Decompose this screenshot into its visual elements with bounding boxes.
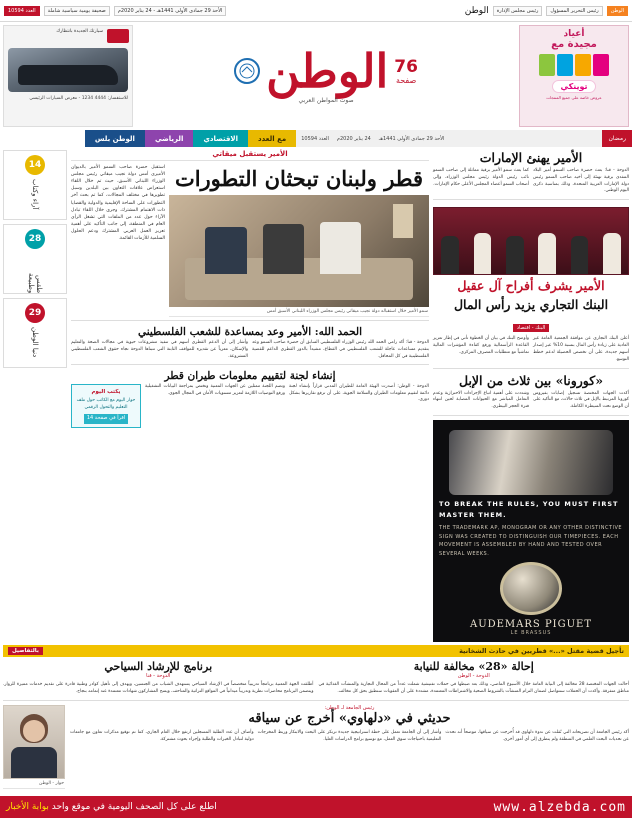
photo-figure [603,233,620,274]
interview-photo-block [3,705,65,789]
masthead-pages [394,59,418,85]
lead-side-text: استقبل حضرة صاحب السمو الأمير بالديوان الأميري أمس دولة نجيب ميقاتي رئيس مجلس الوزراء اللبناني الأسبق، حيث تم خلال اللقاء استعراض علاقات التعاون بين البلدين وسبل تطويرها في مختلف المجالات، كما تم بحث آخر التطورات على الساحة الإقليمية والدولية والقضايا ذات الاهتمام المشترك. وجرى خلال اللقاء تبادل الآراء حول عدد من الملفات التي تشغل الرأي العام في المنطقة، إلى جانب التأكيد على أهمية تعزيز العمل العربي المشترك ودعم الحلول السلمية للأزمات القائمة. [71,165,165,242]
interview-column-1: وأشار إلى أن الجامعة تعمل على خطة استراتيجية جديدة ترتكز على البحث والابتكار وربط المخرجات التعليمية باحتياجات سوق العمل، مع توسيع برامج الدراسات العليا. [257,729,442,742]
portrait-face [23,720,45,742]
article-column-0: أكدت الجهات المختصة تسجيل إصابات بفيروس كورونا المرتبط بالإبل في ثلاث حالات، مع التأكيد على أن الوضع تحت السيطرة الكاملة. [533,390,629,410]
advert-footer: للاستفسار: 4444 1234 - معرض السيارات الرئيسي [29,96,128,101]
interview-columns [70,730,629,744]
tab-sports[interactable]: الرياضي [145,130,194,147]
article-headline: البنك التجاري يزيد رأس المال [453,297,609,313]
site-url[interactable]: www.alzebda.com [493,799,626,815]
product-block-0 [593,54,609,76]
article-column-0: الدوحة - الوطن: أصدرت الهيئة العامة للطيران المدني قراراً بإنشاء لجنة دائمة لتقييم معلومات الطيران والسلامة الجوية، على أن ترفع تقاريرها بشكل دوري. [289,383,429,403]
main-content [0,147,632,645]
photo-figure [538,233,555,274]
article-columns [433,391,629,411]
article-headline: برنامج للإرشاد السياحي [104,660,213,673]
photo-lamp [393,204,414,238]
article-violations[interactable] [319,660,630,696]
nav-info [296,130,602,147]
article-headline: الأمير يهنئ الإمارات [479,150,583,165]
lower-section [0,645,632,792]
article-column-0: الدوحة - قنا: بعث حضرة صاحب السمو أمير البلاد المفدى برقية تهنئة إلى أخيه صاحب السمو رئيس دولة الإمارات العربية المتحدة، وذلك بمناسبة ذكرى اليوم الوطني. [533,168,629,194]
watch-brand-name: AUDEMARS PIGUET [469,619,593,630]
box-button[interactable]: اقرأ في صفحة 14 [84,414,128,424]
state-emblem-icon [234,58,260,84]
article-palestine-aid[interactable] [71,320,429,360]
top-bar-issue-badge: العدد 10594 [4,6,40,16]
interview-byline: حوار - الوطن [3,779,65,789]
watch-advert[interactable] [433,420,629,642]
top-bar-note: صحيفة يومية سياسية شاملة [44,6,110,16]
advert-car-image [8,48,128,92]
nav-info-0: الأحد 29 جمادى الأولى 1441هـ [378,135,445,142]
photo-figure [441,236,458,274]
article-body: أطلقت الجهة المعنية برنامجاً تدريبياً متخصصاً في الإرشاد السياحي يستهدف الشباب من الجنسين، ويهدف إلى تأهيل كوادر وطنية قادرة على تقديم خدمات مميزة للزوار. ويتضمن البرنامج محاضرات نظرية وتدريباً ميدانياً في المواقع التراثية والمتاحف، ويمنح المشاركون شهادات معتمدة عند إتمامه بنجاح. [3,682,314,694]
article-column-1: وأشار إلى أن الدعم القطري أسهم في تنفيذ مشروعات حيوية في مجالات الصحة والتعليم والإسكان، معرباً عن تقديره للمواقف الثابتة التي تتبناها الدوحة تجاه حقوق الشعب الفلسطيني المشروعة. [71,340,248,359]
article-column-1: وأوضح البنك في بيان أن الخطوة تأتي في إطار تعزيز القاعدة الرأسمالية ورفع كفاءة المؤشرات المالية تماشياً مع متطلبات المصرف المركزي. [433,336,529,355]
interview-main [70,705,629,789]
article-columns [71,340,429,360]
lead-photo-majlis [169,195,429,307]
middle-column [71,150,429,642]
masthead-logo-row [234,44,418,98]
top-bar-box-0: رئيس التحرير المسؤول [546,6,602,16]
masthead-center [136,22,516,130]
tab-plus[interactable]: الوطن بلس [85,130,145,147]
article-column-0: الدوحة - قنا: أكد رامي الحمد الله رئيس الوزراء الفلسطيني السابق أن حضرة صاحب السمو وعد بتقديم مساعدات عاجلة للشعب الفلسطيني في القطاع، مشيداً بالدور القطري الداعم للقضية الفلسطينية في كل المحافل. [252,340,429,359]
promo-message [6,802,217,812]
wedding-photo-block[interactable] [433,204,629,293]
product-block-3 [539,54,555,76]
rail-page-number: 14 [25,155,45,175]
article-kicker: الدوحة - قنا [146,673,171,679]
article-column-1: وتضم اللجنة ممثلين عن الجهات المعنية وتختص بمراجعة البيانات التشغيلية ورفع التوصيات اللازمة لتعزيز مستويات الأمان في المجال الجوي. [145,383,285,396]
divider [3,700,629,701]
watch-bracelet-image [449,430,613,495]
watch-advert-body: THE TRADEMARK AP, MONOGRAM OR ANY OTHER DISTINCTIVE SIGN WAS CREATED TO DISTINGUISH OUR TIMEPIECES. EACH MOVEMENT IS ASSEMBLED BY HAND AND TESTED OVER SEVERAL WEEKS. [439,525,623,557]
masthead-left-advert[interactable] [519,25,629,127]
article-headline: «كورونا» بين ثلاث من الإبل [458,372,604,388]
tab-with-issue[interactable]: مع العدد [248,130,296,147]
interview-article[interactable] [3,705,629,789]
breaking-bar-text: تأجيل قضية مقتل «...» قطريين في حادث الشخانية [459,647,624,655]
article-emirates-greeting[interactable] [433,150,629,200]
tab-economy[interactable]: الاقتصادي [193,130,248,147]
nav-info-2: العدد 10594 [301,135,329,142]
nav-end-badge: رمضان [602,130,632,147]
watch-brand-block [439,619,623,636]
masthead-right-advert[interactable] [3,25,133,127]
index-rail [3,150,67,642]
watch-advert-headline: TO BREAK THE RULES, YOU MUST FIRST MASTER THEM. [439,500,619,520]
photo-figure [474,233,491,274]
article-tour-guide-program[interactable] [3,660,314,696]
article-tag: البنك - اقتصاد [513,324,550,332]
lower-two-articles [3,660,629,696]
top-bar [0,0,632,22]
masthead-title: الوطن [266,44,389,98]
promo-message-text: اطلع على كل الصحف اليومية في موقع واحد [48,802,217,812]
article-column-1: وشددت على أهمية اتباع الإجراءات الاحترازية وعدم التعامل المباشر مع الحيوانات المصابة لحين انتهاء فترة الحجر البيطري. [433,390,529,410]
advert-top-row [4,26,132,46]
article-columns [433,168,629,195]
article-corona-camels[interactable] [433,373,629,416]
promo-message-highlight: بوابة الأخبار [6,802,49,812]
lead-photo-caption: سمو الأمير خلال استقباله دولة نجيب ميقاتي رئيس مجلس الوزراء اللبناني الأسبق أمس [169,307,429,317]
advert-logo-icon [107,29,129,43]
lead-main [169,164,429,317]
photo-figures [434,227,628,275]
photo-figure [571,236,588,274]
photo-caption-headline: الأمير يشرف أفراح آل عقيل [457,278,605,294]
article-column-1: كما بعث سمو الأمير برقية مماثلة إلى صاحب السمو نائب رئيس الدولة رئيس مجلس الوزراء، وإلى أصحاب السمو أعضاء المجلس الأعلى حكام الإمارات. [433,168,529,187]
product-block-2 [557,54,573,76]
photo-figure [506,236,523,274]
top-bar-left-badge: الوطن [607,6,628,16]
nav-info-1: 24 يناير 2020م [336,135,371,142]
watch-advert-text [439,499,623,558]
breaking-bar-tag: بالتفاصيل [8,647,43,655]
photo-person [263,224,305,273]
masthead-pages-number: 76 [394,57,418,77]
article-columns [71,384,429,428]
watch-brand-sub: LE BRASSUS [510,630,552,636]
rail-page-number: 29 [25,303,45,323]
watch-dial-image [500,562,562,615]
masthead-pages-label: صفحة [395,76,417,85]
article-commercial-bank[interactable] [433,297,629,368]
bottom-promo-bar[interactable] [0,796,632,818]
article-headline: إحالة «28» مخالفة للنيابة [413,660,534,673]
article-headline: الحمد الله: الأمير وعد بمساعدة للشعب الفلسطيني [137,326,363,339]
top-bar-date: الأحد 29 جمادى الأولى 1441هـ - 24 يناير 2020م [114,6,227,16]
rail-label: آراء وكتاب [31,179,39,210]
interview-column-0: أكد رئيس الجامعة أن تصريحاته التي نُقلت عن ندوة دلهاوي قد أُخرجت عن سياقها، موضحاً أنه تحدث عن تحديات البحث العلمي في المنطقة ولم يتطرق إلى أي أمور أخرى. [445,729,629,742]
advert-product-blocks [539,54,609,76]
index-rail-item-world[interactable] [3,298,67,368]
photo-person [205,227,247,274]
interview-portrait-photo [3,705,65,779]
lead-article[interactable] [71,164,429,317]
portrait-body [11,747,57,777]
top-bar-script-logo: الوطن [464,5,489,16]
advert-line-1: أعياد [563,29,585,39]
interview-column-2: وأضاف أن عدد الطلبة المسجلين ارتفع خلال العام الجاري، كما تم توقيع مذكرات تعاون مع جامعات دولية لتبادل الخبرات والطلبة وإجراء بحوث مشتركة. [69,729,254,742]
index-rail-item-opinion[interactable] [3,150,67,220]
box-title: يكتب اليوم [91,388,121,395]
advert-line-2: مجيدة مع [551,39,597,51]
index-rail-item-weather[interactable] [3,224,67,294]
lead-kicker: الأمير يستقبل ميقاتي [71,150,429,161]
advert-brand-label: توينكي [552,80,595,93]
advert-tiny-text: عروض خاصة على جميع المنتجات [546,94,602,100]
top-bar-box-1: رئيس مجلس الإدارة [493,6,543,16]
interview-headline: حديثي في «دلهاوي» أخرج عن سياقه [248,710,451,726]
masthead-subtitle: صوت المواطن العربي [298,97,354,104]
masthead [0,22,632,130]
box-body: حوار اليوم مع الكاتب حول ملف التعليم والتحول الرقمي [76,397,136,410]
article-aviation-committee[interactable] [71,364,429,428]
product-block-1 [575,54,591,76]
wedding-reception-photo [433,207,629,275]
nav-tabs [0,130,296,147]
rail-label: طقس وطبيعة [27,272,43,293]
photo-person [320,222,362,274]
article-column-0: أعلن البنك التجاري عن موافقة الجمعية العامة غير العادية على زيادة رأس المال بنسبة 10% عبر إصدار أسهم جديدة، على أن تخصص الحصيلة لدعم خطط التوسع. [533,336,629,362]
today-column-box[interactable] [71,384,141,428]
advert-headline: سيارتك الجديدة بانتظارك [56,29,103,34]
section-nav-strip [0,130,632,147]
lead-headline: قطر ولبنان تبحثان التطورات [174,166,424,191]
breaking-bar[interactable] [3,645,629,657]
article-columns [433,336,629,363]
interview-kicker: رئيس الجامعة لـ الوطن: [324,704,375,711]
article-headline: إنشاء لجنة لتقييم معلومات طيران قطر [164,369,336,382]
lower-left-block [3,645,629,789]
rail-page-number: 28 [25,229,45,249]
rail-label: دنيا الوطن [31,327,39,358]
right-column [433,150,629,642]
article-body: أحالت الجهات المختصة 28 مخالفة إلى النيابة العامة خلال الأسبوع الماضي، وذلك بعد ضبطها في حملات تفتيشية شملت عدداً من المحال التجارية والمنشآت الغذائية في مناطق متفرقة. وأكدت أن الحملات ستتواصل لضمان التزام المنشآت بالشروط الصحية والاشتراطات المعتمدة، مشددة على أن العقوبات ستطبق بحق كل مخالف. [318,682,629,694]
article-kicker: الدوحة - الوطن [457,673,490,679]
